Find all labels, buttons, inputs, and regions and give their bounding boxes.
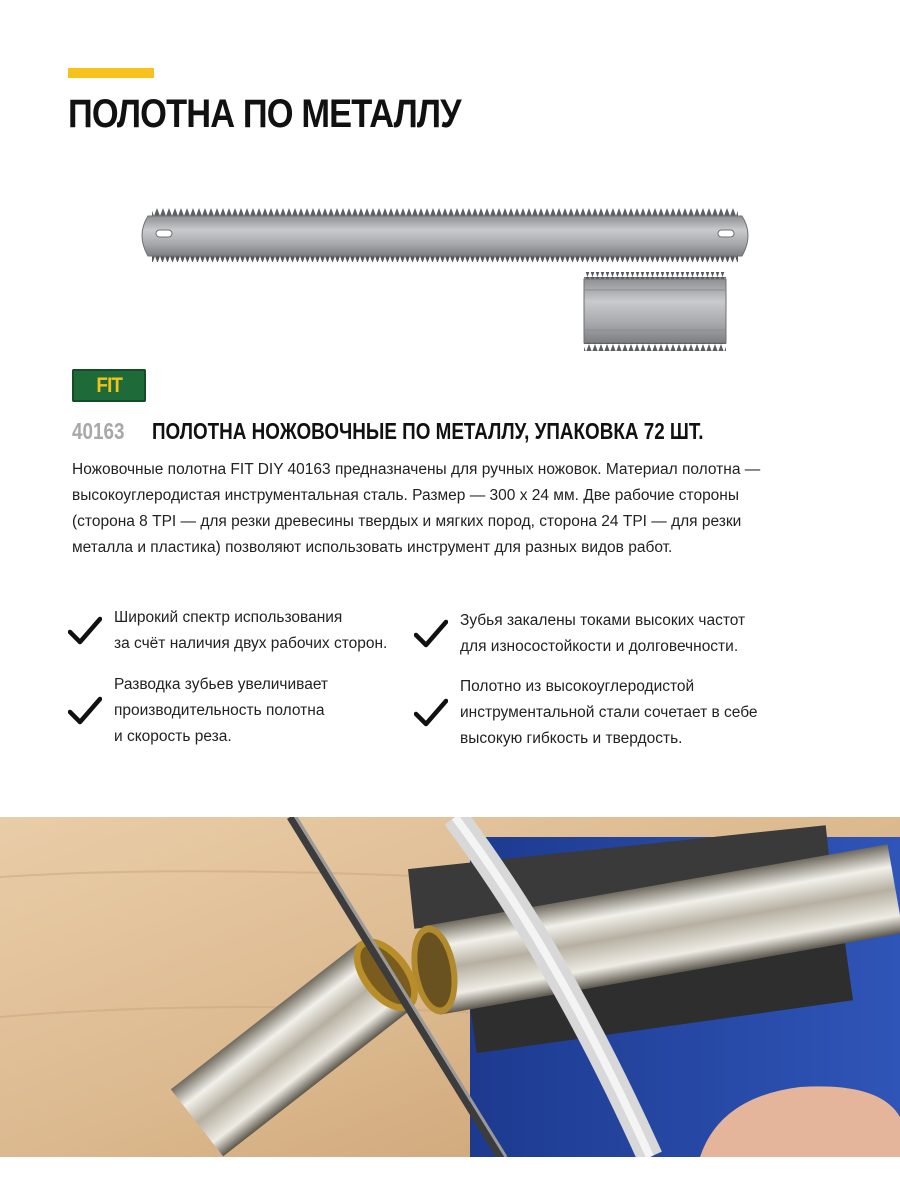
product-description: Ножовочные полотна FIT DIY 40163 предназначены для ручных ножовок. Материал полотна — высокоуглеродистая инструментальная сталь. Размер — 300 х 24 мм. Две рабочие стороны (сторона 8 TPI — для резки древесины твердых и мягких пород, сторона 24 TPI — для резки металла и пластика) позволяют использовать инструмент для разных видов работ. bbox=[72, 461, 761, 556]
product-title: ПОЛОТНА НОЖОВОЧНЫЕ ПО МЕТАЛЛУ, УПАКОВКА 72 ШТ. bbox=[152, 418, 704, 444]
feature-item bbox=[414, 674, 758, 752]
product-heading bbox=[72, 418, 825, 448]
checkmark-icon bbox=[68, 616, 102, 646]
feature-text: Широкий спектр использования за счёт наличия двух рабочих сторон. bbox=[114, 609, 388, 652]
saw-blade-image bbox=[130, 200, 760, 360]
feature-item bbox=[68, 605, 387, 657]
feature-text: Зубья закалены токами высоких частот для износостойкости и долговечности. bbox=[460, 612, 746, 655]
feature-text: Разводка зубьев увеличивает производительность полотна и скорость реза. bbox=[114, 676, 329, 745]
cutting-pipe-photo bbox=[0, 817, 900, 1157]
checkmark-icon bbox=[414, 698, 448, 728]
fit-logo bbox=[72, 369, 146, 402]
checkmark-icon bbox=[68, 696, 102, 726]
accent-bar bbox=[68, 68, 154, 78]
feature-item bbox=[414, 608, 745, 660]
logo-text: FIT bbox=[96, 373, 122, 397]
feature-text: Полотно из высокоуглеродистой инструментальной стали сочетает в себе высокую гибкость и твердость. bbox=[460, 678, 758, 747]
article-number: 40163 bbox=[72, 418, 125, 444]
feature-item bbox=[68, 672, 328, 750]
checkmark-icon bbox=[414, 619, 448, 649]
page-title: ПОЛОТНА ПО МЕТАЛЛУ bbox=[68, 92, 461, 136]
